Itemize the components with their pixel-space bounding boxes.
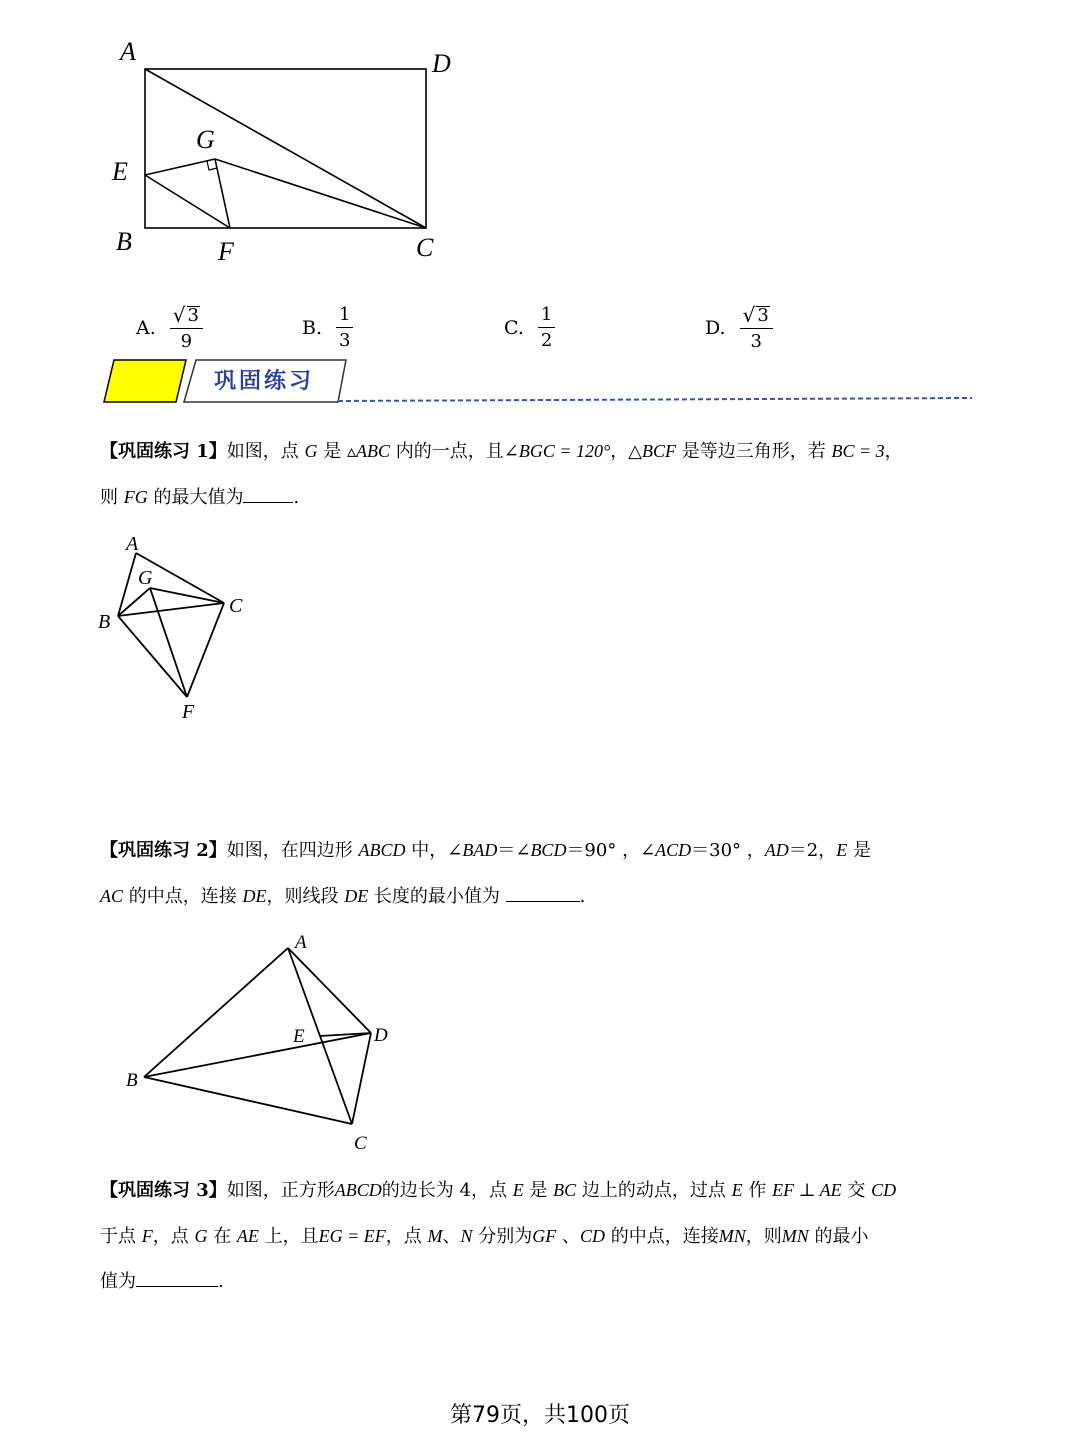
banner-yellow-tab: [104, 360, 186, 402]
section-banner: [102, 356, 982, 408]
fraction: √ 3 9: [170, 305, 203, 351]
segment-ad: [288, 948, 371, 1033]
label-d: D: [374, 1025, 388, 1046]
banner-title: 巩固练习: [214, 369, 315, 394]
exercise-1-line-1: 【巩固练习 1】如图，点 G 是 ▵ABC 内的一点，且∠BGC = 120°，△BCF 是等边三角形，若 BC = 3，: [100, 441, 903, 462]
answer-blank[interactable]: [506, 883, 580, 902]
label-e: E: [112, 157, 128, 186]
exercise-2-line-1: 【巩固练习 2】如图，在四边形 ABCD 中，∠BAD＝∠BCD＝90° ，∠ACD＝30° ，AD＝2，E 是: [100, 840, 871, 861]
figure-quadrilateral-abcd: [120, 930, 410, 1155]
option-b: B. $\frac{1}{3}$: [302, 300, 353, 356]
label-a: A: [295, 932, 307, 953]
segment-bf: [118, 616, 187, 697]
segment-eg: [145, 159, 215, 175]
label-c: C: [229, 595, 243, 617]
label-c: C: [354, 1133, 367, 1154]
segment-gf: [150, 588, 187, 697]
label-c: C: [416, 233, 434, 262]
segment-dc: [352, 1033, 371, 1124]
label-a: A: [120, 37, 136, 66]
answer-blank[interactable]: [136, 1268, 218, 1287]
label-d: D: [432, 49, 451, 78]
banner-dashed-line: [338, 398, 972, 401]
option-d: D. √ 3 3: [705, 300, 773, 356]
label-b: B: [116, 227, 132, 256]
segment-bd: [144, 1033, 371, 1077]
fraction: $\frac{1}{3}$: [336, 306, 353, 350]
option-c: C. $\frac{1}{2}$: [504, 300, 555, 356]
figure-triangle-bcf: [96, 530, 266, 725]
segment-gc: [215, 159, 426, 228]
figure-rectangle-abcd: [100, 30, 480, 270]
answer-blank[interactable]: [243, 484, 293, 503]
fraction: $\frac{1}{2}$: [538, 306, 555, 350]
label-a: A: [126, 533, 139, 555]
segment-ab: [144, 948, 288, 1077]
segment-bc: [144, 1077, 352, 1124]
fraction: √ 3 3: [740, 305, 773, 351]
label-f: F: [182, 701, 195, 723]
page-number: 第79页，共100页: [450, 1403, 630, 1428]
label-f: F: [218, 237, 234, 266]
exercise-2-line-2: AC 的中点，连接 DE，则线段 DE 长度的最小值为 .: [100, 873, 985, 920]
segment-ef: [145, 175, 230, 228]
label-b: B: [126, 1070, 138, 1091]
segment-cf: [187, 603, 224, 697]
segment-bc: [118, 603, 224, 616]
exercise-1-line-2: 则 FG 的最大值为 .: [100, 474, 985, 521]
label-g: G: [138, 567, 153, 589]
exercise-3-line-1: 【巩固练习 3】如图，正方形ABCD的边长为 4，点 E 是 BC 边上的动点，过点 E 作 EF ⊥ AE 交 CD: [100, 1180, 897, 1201]
segment-ac: [145, 69, 426, 228]
segment-gf: [215, 159, 230, 228]
segment-ab: [118, 553, 136, 616]
label-b: B: [98, 611, 111, 633]
exercise-3-line-2: 于点 F，点 G 在 AE 上，且EG = EF，点 M、N 分别为GF 、CD 的中点，连接MN，则MN 的最小: [100, 1226, 869, 1247]
segment-gc: [150, 588, 224, 603]
option-a: A. √ 3 9: [136, 300, 203, 356]
label-e: E: [293, 1026, 305, 1047]
label-g: G: [196, 125, 215, 154]
exercise-3-line-3: 值为 .: [100, 1259, 985, 1305]
